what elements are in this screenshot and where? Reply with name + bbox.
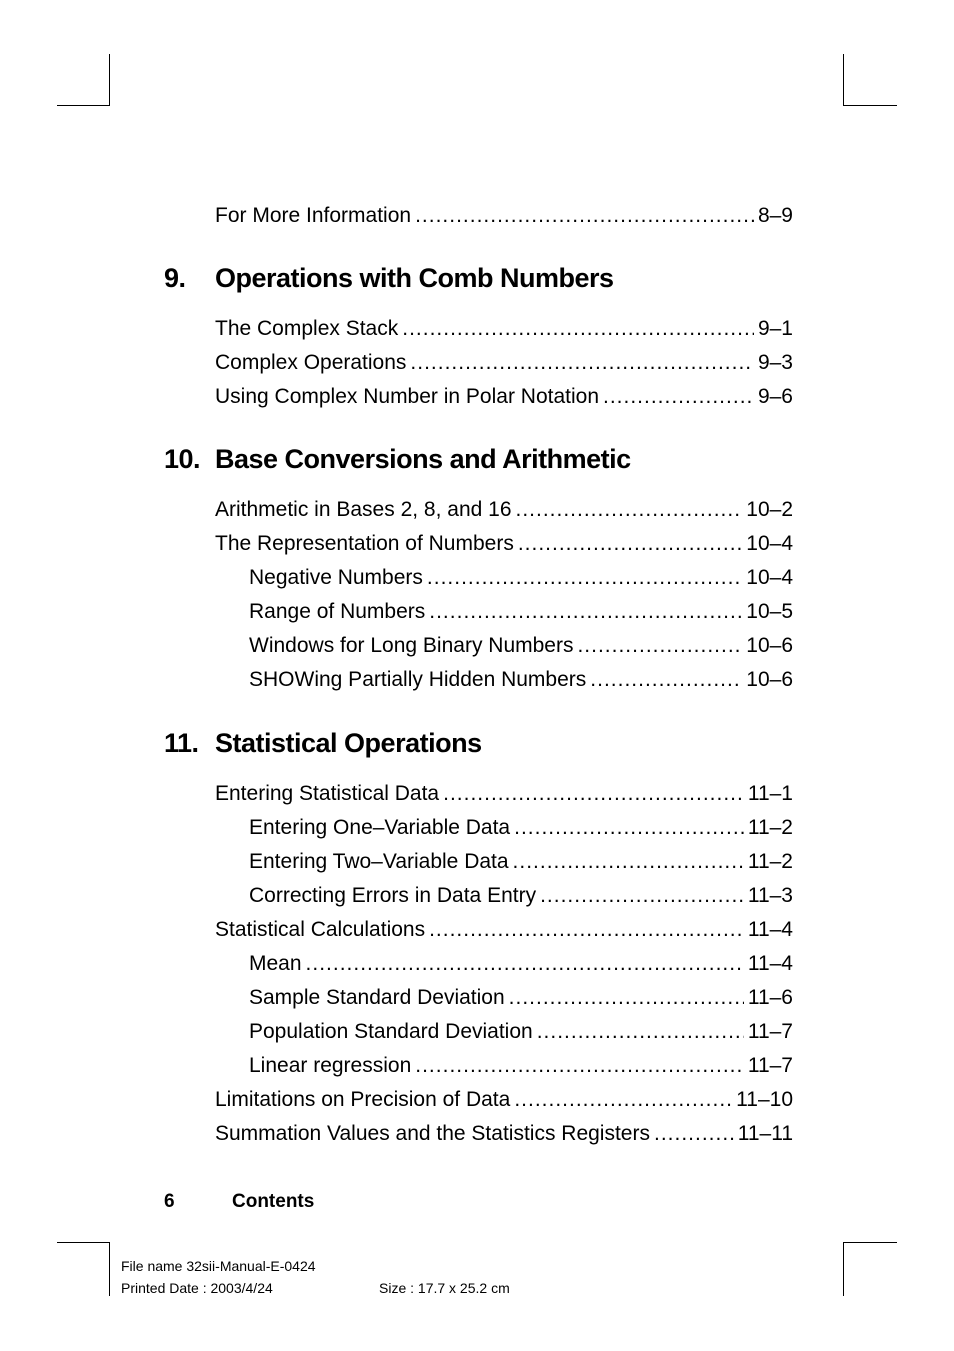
dot-leader — [443, 781, 744, 807]
toc-entry-page: 11–1 — [747, 782, 793, 805]
toc-entry[interactable] — [215, 384, 793, 410]
toc-entry-page: 11–3 — [747, 884, 793, 907]
toc-entry[interactable] — [215, 203, 793, 229]
print-file-name: File name 32sii-Manual-E-0424 — [121, 1258, 316, 1274]
toc-entry-title: Mean — [249, 952, 302, 975]
toc-entry[interactable] — [215, 1087, 793, 1113]
toc-entry-title: Using Complex Number in Polar Notation — [215, 385, 599, 408]
dot-leader — [429, 599, 742, 625]
toc-subentry[interactable] — [249, 565, 793, 591]
toc-entry-page: 11–10 — [736, 1088, 793, 1111]
toc-entry-page: 10–4 — [746, 532, 793, 555]
toc-entry-page: 11–6 — [747, 986, 793, 1009]
toc-entry-page: 10–6 — [746, 668, 793, 691]
toc-entry-title: Sample Standard Deviation — [249, 986, 505, 1009]
toc-subentry[interactable] — [249, 1019, 793, 1045]
toc-entry-page: 11–7 — [747, 1020, 793, 1043]
toc-entry-title: For More Information — [215, 204, 412, 227]
chapter-heading[interactable] — [164, 442, 631, 476]
toc-entry-page: 11–4 — [747, 918, 793, 941]
dot-leader — [427, 565, 742, 591]
toc-entry-title: Negative Numbers — [249, 566, 423, 589]
chapter-title: Statistical Operations — [215, 728, 482, 758]
toc-entry-page: 9–3 — [757, 351, 793, 374]
chapter-number: 9. — [164, 263, 186, 293]
toc-entry-title: Statistical Calculations — [215, 918, 426, 941]
dot-leader — [509, 985, 744, 1011]
chapter-title: Operations with Comb Numbers — [215, 263, 614, 293]
footer-section-label: Contents — [232, 1191, 315, 1212]
dot-leader — [429, 917, 744, 943]
dot-leader — [514, 815, 744, 841]
footer-page-number: 6 — [164, 1191, 175, 1212]
toc-subentry[interactable] — [249, 951, 793, 977]
toc-entry-title: The Representation of Numbers — [215, 532, 514, 555]
chapter-heading[interactable] — [164, 726, 482, 760]
dot-leader — [402, 316, 754, 342]
dot-leader — [415, 1053, 744, 1079]
toc-entry-page: 10–4 — [746, 566, 793, 589]
dot-leader — [306, 951, 744, 977]
toc-entry-title: Summation Values and the Statistics Registers — [215, 1122, 650, 1145]
chapter-number: 10. — [164, 444, 201, 474]
toc-entry-title: Range of Numbers — [249, 600, 426, 623]
toc-subentry[interactable] — [249, 667, 793, 693]
toc-entry-title: Arithmetic in Bases 2, 8, and 16 — [215, 498, 512, 521]
toc-entry-title: Entering Two–Variable Data — [249, 850, 509, 873]
toc-entry[interactable] — [215, 531, 793, 557]
toc-subentry[interactable] — [249, 633, 793, 659]
dot-leader — [513, 849, 744, 875]
toc-entry-page: 11–11 — [737, 1122, 793, 1145]
dot-leader — [514, 1087, 732, 1113]
toc-entry[interactable] — [215, 497, 793, 523]
dot-leader — [516, 497, 743, 523]
toc-entry-title: Complex Operations — [215, 351, 407, 374]
dot-leader — [590, 667, 742, 693]
toc-entry-page: 10–5 — [746, 600, 793, 623]
chapter-title: Base Conversions and Arithmetic — [215, 444, 631, 474]
dot-leader — [537, 1019, 744, 1045]
dot-leader — [603, 384, 754, 410]
toc-entry[interactable] — [215, 781, 793, 807]
toc-entry-page: 11–2 — [747, 816, 793, 839]
toc-subentry[interactable] — [249, 815, 793, 841]
print-size: Size : 17.7 x 25.2 cm — [379, 1280, 510, 1296]
toc-subentry[interactable] — [249, 599, 793, 625]
dot-leader — [577, 633, 742, 659]
toc-entry-title: Windows for Long Binary Numbers — [249, 634, 574, 657]
toc-entry-page: 11–2 — [747, 850, 793, 873]
toc-entry-title: The Complex Stack — [215, 317, 399, 340]
toc-entry-page: 8–9 — [757, 204, 793, 227]
toc-entry-title: Entering Statistical Data — [215, 782, 440, 805]
toc-entry-title: Entering One–Variable Data — [249, 816, 511, 839]
toc-entry[interactable] — [215, 316, 793, 342]
toc-entry[interactable] — [215, 1121, 793, 1147]
toc-subentry[interactable] — [249, 849, 793, 875]
toc-entry-title: Correcting Errors in Data Entry — [249, 884, 537, 907]
print-date: Printed Date : 2003/4/24 — [121, 1280, 273, 1296]
toc-entry-title: Population Standard Deviation — [249, 1020, 533, 1043]
toc-entry-page: 9–1 — [757, 317, 793, 340]
dot-leader — [518, 531, 742, 557]
dot-leader — [410, 350, 754, 376]
toc-entry-page: 10–2 — [746, 498, 793, 521]
toc-entry[interactable] — [215, 917, 793, 943]
toc-entry-page: 11–4 — [747, 952, 793, 975]
toc-entry[interactable] — [215, 350, 793, 376]
toc-entry-page: 11–7 — [747, 1054, 793, 1077]
toc-entry-page: 9–6 — [757, 385, 793, 408]
dot-leader — [654, 1121, 734, 1147]
toc-subentry[interactable] — [249, 985, 793, 1011]
dot-leader — [540, 883, 744, 909]
dot-leader — [415, 203, 754, 229]
toc-entry-title: Limitations on Precision of Data — [215, 1088, 511, 1111]
toc-subentry[interactable] — [249, 1053, 793, 1079]
toc-entry-title: Linear regression — [249, 1054, 412, 1077]
toc-entry-title: SHOWing Partially Hidden Numbers — [249, 668, 587, 691]
toc-subentry[interactable] — [249, 883, 793, 909]
chapter-number: 11. — [164, 728, 199, 758]
chapter-heading[interactable] — [164, 261, 614, 295]
toc-entry-page: 10–6 — [746, 634, 793, 657]
